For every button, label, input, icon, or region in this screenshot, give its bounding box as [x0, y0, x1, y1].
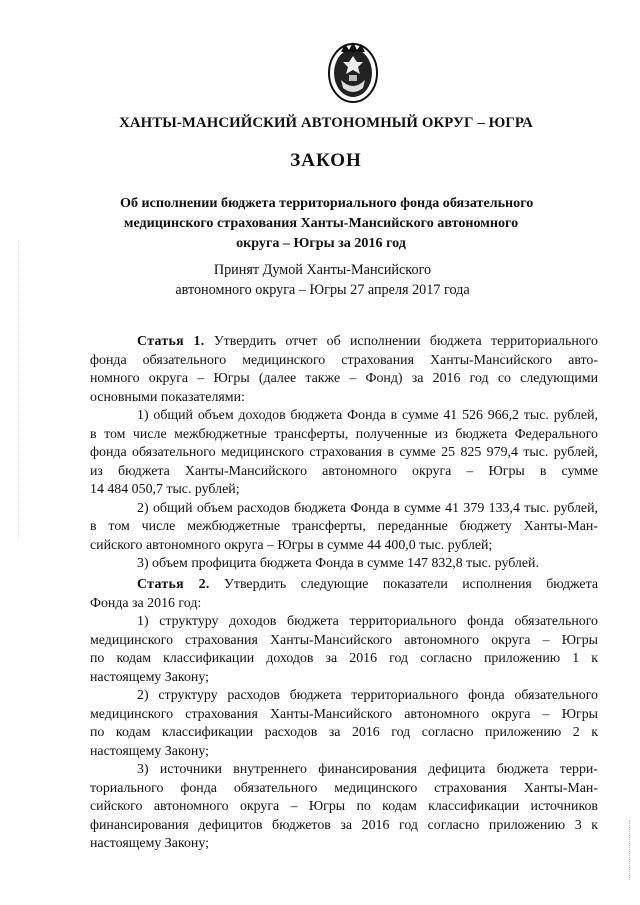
article-line: сийского автономного округа – Югры по кодам классификации источников	[90, 799, 598, 814]
adoption-note	[150, 260, 495, 300]
article-line: 1) общий объем доходов бюджета Фонда в сумме 41 526 966,2 тыс. рублей,	[137, 408, 598, 423]
article-line: 14 484 050,7 тыс. рублей;	[90, 482, 240, 497]
article-line: в том числе межбюджетные трансферты, переданные бюджету Ханты-Ман-	[90, 519, 598, 534]
scan-margin-mark	[18, 240, 21, 540]
law-subject	[120, 193, 534, 253]
subject-line: округа – Югры за 2016 год	[236, 235, 406, 251]
region-heading: ХАНТЫ-МАНСИЙСКИЙ АВТОНОМНЫЙ ОКРУГ – ЮГРА	[119, 115, 533, 131]
article-line	[90, 576, 598, 595]
article-line: в том числе межбюджетные трансферты, полученные из бюджета Федерального	[90, 426, 598, 442]
article-label: Статья 2.	[137, 577, 210, 592]
subject-line: Об исполнении бюджета территориального фонда обязательного	[120, 195, 534, 211]
article-line	[90, 333, 598, 352]
article-line: Фонда за 2016 год:	[90, 595, 202, 611]
coat-of-arms-icon	[327, 40, 379, 104]
article-1	[90, 333, 598, 574]
article-line: сийского автономного округа – Югры в сумме 44 400,0 тыс. рублей;	[90, 537, 493, 553]
article-line: настоящему Закону;	[90, 743, 209, 759]
article-line: медицинского страхования Ханты-Мансийского автономного округа – Югры	[90, 706, 598, 722]
article-line: фонда обязательного медицинского страхования в сумме 25 825 979,4 тыс. рублей,	[90, 445, 598, 460]
article-line: медицинского страхования Ханты-Мансийского автономного округа – Югры	[90, 632, 598, 648]
article-line: настоящему Закону;	[90, 669, 209, 685]
adoption-line: Принят Думой Ханты-Мансийского	[213, 262, 432, 278]
article-line: номного округа – Югры (далее также – Фонд) за 2016 год со следующими	[90, 371, 598, 386]
article-line: 2) структуру расходов бюджета территориального фонда обязательного	[137, 688, 598, 703]
article-text: Утвердить следующие показатели исполнения бюджета	[209, 577, 598, 592]
scan-edge-mark	[629, 820, 634, 880]
article-line: финансирования дефицитов бюджетов за 2016 год согласно приложению 3 к	[90, 817, 598, 833]
article-line: по кодам классификации расходов за 2016 год согласно приложению 2 к	[90, 725, 598, 740]
article-line: ториального фонда обязательного медицинского страхования Ханты-Ман-	[90, 780, 598, 796]
law-title: ЗАКОН	[290, 150, 362, 171]
article-line: настоящему Закону;	[90, 836, 209, 851]
article-line: 1) структуру доходов бюджета территориального фонда обязательного	[137, 614, 598, 629]
article-line: из бюджета Ханты-Мансийского автономного округа – Югры в сумме	[90, 463, 598, 479]
article-text: Утвердить отчет об исполнении бюджета территориального	[204, 334, 598, 349]
article-line: 3) источники внутреннего финансирования дефицита бюджета терри-	[137, 762, 598, 777]
article-line: фонда обязательного медицинского страхования Ханты-Мансийского авто-	[90, 352, 598, 368]
article-line: основными показателями:	[90, 389, 245, 405]
article-2	[90, 576, 598, 854]
adoption-line: автономного округа – Югры 27 апреля 2017 года	[175, 282, 470, 298]
article-line: 2) общий объем расходов бюджета Фонда в сумме 41 379 133,4 тыс. рублей,	[137, 500, 598, 516]
article-line: 3) объем профицита бюджета Фонда в сумме 147 832,8 тыс. рублей.	[137, 556, 539, 571]
article-line: по кодам классификации доходов за 2016 год согласно приложению 1 к	[90, 651, 598, 666]
subject-line: медицинского страхования Ханты-Мансийского автономного	[123, 215, 519, 231]
article-label: Статья 1.	[137, 334, 205, 349]
